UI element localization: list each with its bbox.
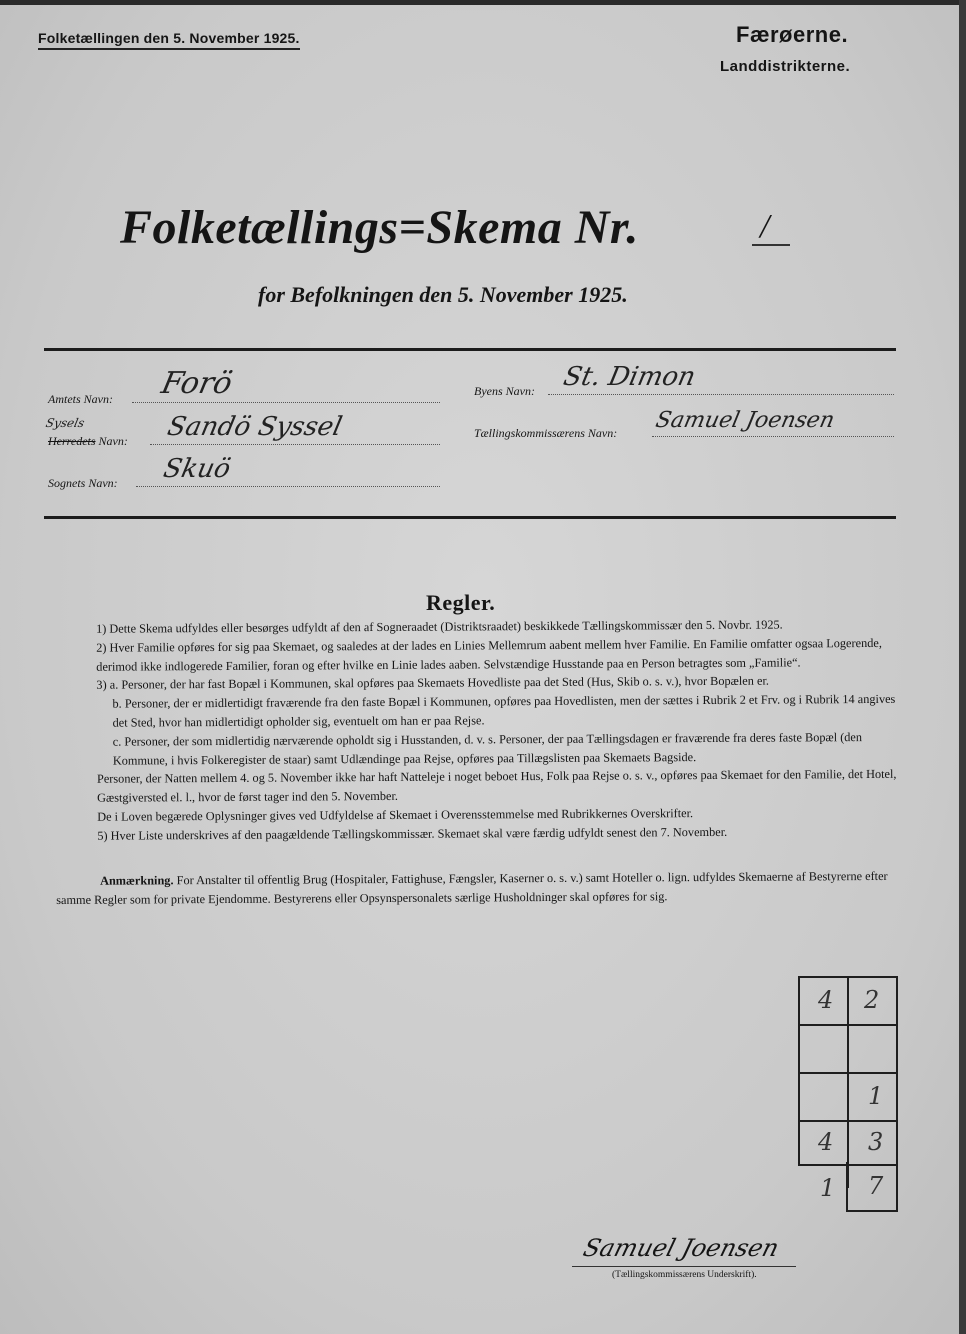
region-title: Færøerne. [736,22,849,47]
rule-3c: c. Personer, der som midlertidig nærværende opholdt sig i Husstanden, d. v. s. Personer, der paa Tællingsdagen er fraværende fra deres faste Bopæl (den Kommune, i hvis Folkeregister de staar) samt Udlændinge paa Rejse, opføres paa Tillægslisten paa Skemaets Bagside. [112,729,863,768]
kommissaer-line [652,436,894,437]
sogn-line [136,486,440,487]
signature: Samuel Joensen [580,1234,782,1262]
tally-bottom-cell [846,1162,898,1212]
by-line [548,394,894,395]
rule-4b: De i Loven begærede Oplysninger gives ved Udfyldelse af Skemaet i Overensstemmelse med Rubrikkernes Overskrifter. [97,806,694,824]
sogn-label: Sognets Navn: [48,476,118,490]
anmaerkning-label: Anmærkning. [100,873,174,888]
form-number: / [760,208,770,245]
tally-r4-right: 3 [868,1128,884,1156]
tally-vline [847,978,849,1188]
signature-label: (Tællingskommissærens Underskrift). [612,1270,757,1280]
herred-line [150,444,440,445]
herred-label-rest: Navn: [98,434,128,448]
amt-line [132,402,440,403]
form-subtitle: for Befolkningen den 5. November 1925. [258,282,628,307]
scan-top-edge [0,0,966,5]
kommissaer-label: Tællingskommissærens Navn: [474,426,618,440]
rule-5: 5) Hver Liste underskrives af den paagældende Tællingskommissær. Skemaet skal være færdig udfyldt senest den 7. November. [97,824,728,843]
tally-r1-left: 4 [818,986,834,1014]
tally-r3-right: 1 [868,1082,884,1110]
herred-value: Sandö Syssel [164,412,345,442]
tally-r5-left: 1 [820,1174,836,1202]
tally-hline [800,1072,896,1074]
rules-title: Regler. [426,590,496,615]
form-number-line [752,244,790,246]
amt-label: Amtets Navn: [48,392,113,406]
bottom-rule [44,516,896,519]
census-date-header: Folketællingen den 5. November 1925. [38,30,300,50]
rule-4: Personer, der Natten mellem 4. og 5. November ikke har haft Natteleje i noget beboet Hus, Folk paa Rejse o. s. v., opføres paa Skemaet for den Familie, det Hotel, Gæstgiversted el. l., hvor de først tager ind den 5. November. [96,767,897,805]
anmaerkning [56,867,912,910]
herred-label-struck: Herredets [48,434,96,448]
rule-3a: 3) a. Personer, der har fast Bopæl i Kommunen, skal opføres paa Skemaets Hovedliste paa det Sted (Hus, Skib o. s. v.), hvor Bopælen er. [96,674,769,693]
kommissaer-value: Samuel Joensen [653,408,837,433]
top-rule [44,348,896,351]
tally-hline [800,1024,896,1026]
tally-r5-right: 7 [868,1172,884,1200]
rules-text [52,615,913,846]
scan-right-edge [959,0,966,1334]
form-title: Folketællings=Skema Nr. [120,201,639,254]
rule-1: 1) Dette Skema udfyldes eller besørges udfyldt af den af Sogneraadet (Distriktsraadet) beskikkede Tællingskommissær den 5. Novbr. 1925. [96,617,783,636]
anmaerkning-text: For Anstalter til offentlig Brug (Hospitaler, Fattighuse, Fængsler, Kaserner o. s. v.) samt Hoteller o. lign. udfyldes Skemaerne af Bestyrerne efter samme Regler som for private Ejendomme. Bestyrerens eller Opsynspersonalets særlige Husholdninger skal opføres for sig. [56,868,888,907]
tally-hline [800,1120,896,1122]
tally-r4-left: 4 [818,1128,834,1156]
amt-value: Forö [158,366,236,401]
by-label: Byens Navn: [474,384,535,398]
herred-label-handwritten: Sysels [44,416,86,430]
tally-r1-right: 2 [864,986,880,1014]
signature-line [572,1266,796,1267]
rule-3b: b. Personer, der er midlertidigt fraværende fra den faste Bopæl i Kommunen, opføres paa Hovedlisten, men der sættes i Rubrik 2 et Frv. og i Rubrik 14 angives det Sted, hvor han midlertidigt opholder sig, eventuelt om han er paa Rejse. [112,692,896,730]
tally-box [798,976,898,1202]
sogn-value: Skuö [160,454,234,484]
rule-2: 2) Hver Familie opføres for sig paa Skemaet, og saaledes at der lades en Linies Mellemrum aabent mellem hver Familie. En Familie omfatter ogsaa Logerende, derimod ikke indlogerede Familier, foran og efter hvilke en Linie lades aaben. Selvstændige Husstande paa en Person betragtes som „Familie“. [96,635,882,674]
region-subtitle: Landdistrikterne. [720,58,851,75]
herred-label [48,434,128,449]
by-value: St. Dimon [560,362,699,392]
